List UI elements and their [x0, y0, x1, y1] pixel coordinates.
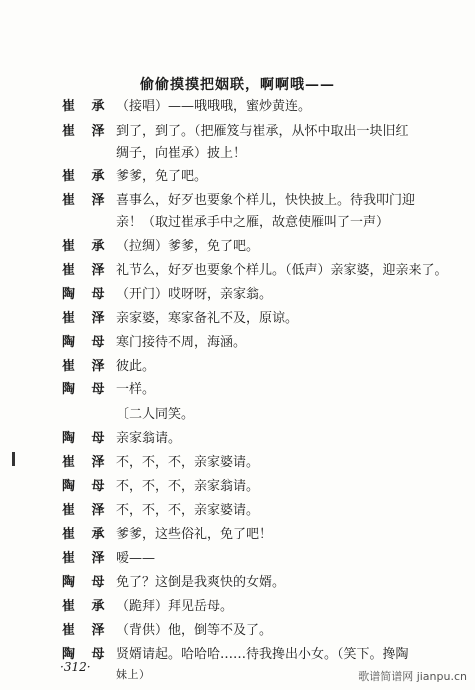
dialogue-text: （跪拜）拜见岳母。: [116, 599, 234, 614]
dialogue-text: 不，不，不，亲家翁请。: [116, 479, 260, 494]
speaker-name: 陶 母: [62, 647, 111, 662]
page-number: ·312·: [60, 660, 91, 674]
dialogue-text: 到了，到了。（把雁笈与崔承，从怀中取出一块旧红: [116, 124, 409, 139]
speaker-name: 崔 承: [62, 99, 111, 114]
dialogue-text: 嗳——: [116, 551, 156, 566]
speaker-name: 崔 泽: [62, 623, 111, 638]
dialogue-text: 不，不，不，亲家婆请。: [116, 503, 260, 518]
speaker-name: 崔 泽: [62, 455, 111, 470]
dialogue-text: 贤婿请起。哈哈哈……待我搀出小女。（笑下。搀陶: [116, 647, 409, 662]
speaker-name: 崔 泽: [62, 359, 111, 374]
margin-mark: [12, 452, 15, 466]
speaker-name: 崔 泽: [62, 503, 111, 518]
dialogue-text: 爹爹，免了吧。: [116, 169, 208, 184]
speaker-name: 陶 母: [62, 382, 111, 397]
dialogue-text: 免了？这倒是我爽快的女婿。: [116, 575, 286, 590]
dialogue-text: （拉绸）爹爹，免了吧。: [116, 239, 260, 254]
dialogue-text: （开门）哎呀呀，亲家翁。: [116, 287, 273, 302]
dialogue-text: 亲家婆，寒家备礼不及，原谅。: [116, 311, 299, 326]
dialogue-text: 绸子，向崔承）披上！: [116, 146, 247, 161]
dialogue-text: 喜事么，好歹也要象个样儿，快快披上。待我叩门迎: [116, 193, 416, 208]
dialogue-text: 亲家翁请。: [116, 431, 182, 446]
speaker-name: 崔 泽: [62, 311, 111, 326]
speaker-name: 崔 泽: [62, 263, 111, 278]
speaker-name: 陶 母: [62, 335, 111, 350]
dialogue-text: 爹爹，这些俗礼，免了吧！: [116, 527, 273, 542]
dialogue-text: 一样。: [116, 382, 156, 397]
dialogue-text: 妹上）: [116, 668, 151, 681]
dialogue-text: 彼此。: [116, 359, 156, 374]
speaker-name: 崔 承: [62, 527, 111, 542]
watermark: 歌谱简谱网 jianpu.cn: [358, 670, 467, 683]
speaker-name: 崔 泽: [62, 193, 111, 208]
speaker-name: 崔 承: [62, 239, 111, 254]
speaker-name: 崔 承: [62, 599, 111, 614]
song-heading: 偷偷摸摸把姻联，啊啊哦——: [140, 77, 335, 93]
speaker-name: 陶 母: [62, 575, 111, 590]
speaker-name: 陶 母: [62, 479, 111, 494]
dialogue-text: 礼节么，好歹也要象个样儿。（低声）亲家婆，迎亲来了。: [116, 263, 448, 278]
stage-direction-text: 〔二人同笑。: [116, 407, 195, 422]
speaker-name: 陶 母: [62, 287, 111, 302]
dialogue-text: 不，不，不，亲家婆请。: [116, 455, 260, 470]
speaker-name: 崔 承: [62, 169, 111, 184]
dialogue-text: （接唱）——哦哦哦，蜜炒黄连。: [116, 99, 312, 114]
speaker-name: 崔 泽: [62, 124, 111, 139]
dialogue-text: 寒门接待不周，海涵。: [116, 335, 247, 350]
speaker-name: 崔 泽: [62, 551, 111, 566]
dialogue-text: （背供）他，倒等不及了。: [116, 623, 273, 638]
speaker-name: 陶 母: [62, 431, 111, 446]
dialogue-text: 亲！（取过崔承手中之雁，故意使雁叫了一声）: [116, 215, 390, 230]
